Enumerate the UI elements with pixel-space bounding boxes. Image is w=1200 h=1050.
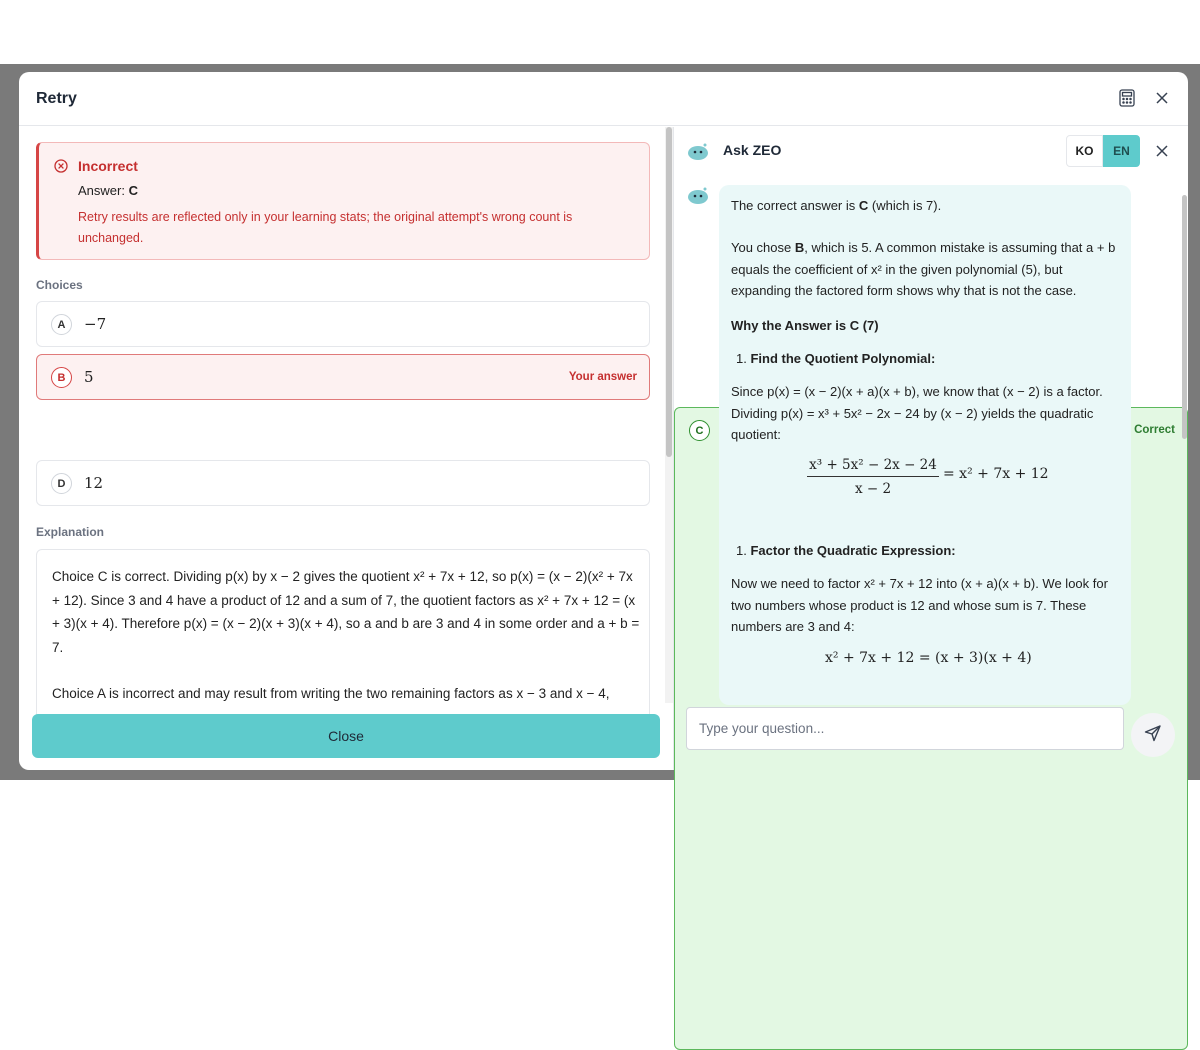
choice-letter: D: [51, 473, 72, 494]
factored-equation: x² + 7x + 12 = (x + 3)(x + 4): [825, 650, 1032, 666]
choice-value: 12: [84, 474, 104, 492]
fraction-denominator: x − 2: [854, 481, 892, 497]
step-1-text: Since p(x) = (x − 2)(x + a)(x + b), we know that (x − 2) is a factor. Dividing p(x) = x³ + 5x² − 2x − 24 by (x − 2) yields the quadratic quotient:: [731, 384, 1103, 442]
choices-label: Choices: [36, 278, 83, 292]
send-button[interactable]: [1131, 713, 1175, 757]
explanation-paragraph-2: Choice A is incorrect and may result from writing the two remaining factors as x − 3 and x − 4,: [52, 686, 610, 701]
left-scrollbar[interactable]: [665, 127, 673, 703]
close-button[interactable]: Close: [32, 714, 660, 758]
answer-line: [78, 183, 138, 198]
chat-title: Ask ZEO: [723, 142, 782, 158]
choice-letter: C: [689, 420, 710, 441]
result-status: Incorrect: [78, 158, 138, 174]
choice-letter: B: [51, 367, 72, 388]
chat-messages[interactable]: [674, 175, 1188, 693]
lang-en-button[interactable]: EN: [1103, 135, 1140, 167]
quotient-fraction: [807, 457, 939, 497]
fraction-numerator: x³ + 5x² − 2x − 24: [807, 457, 939, 477]
retry-modal: [19, 72, 1188, 770]
choice-b[interactable]: [36, 354, 650, 400]
bot-message-bubble: [719, 185, 1131, 705]
step-2-title: 1. Factor the Quadratic Expression:: [736, 543, 956, 558]
correct-tag: Correct: [1134, 424, 1175, 436]
chat-pane: [674, 127, 1188, 770]
answer-value: C: [128, 183, 138, 198]
modal-header: [19, 72, 1188, 126]
message-heading: Why the Answer is C (7): [731, 318, 879, 333]
your-answer-tag: Your answer: [568, 371, 637, 383]
explanation-label: Explanation: [36, 525, 105, 539]
zeo-bot-avatar-icon: [686, 183, 710, 207]
chat-close-icon[interactable]: [1151, 140, 1173, 162]
chat-header: [674, 127, 1188, 175]
lang-ko-button[interactable]: KO: [1066, 135, 1103, 167]
chat-scrollbar-thumb[interactable]: [1182, 195, 1187, 439]
left-scrollbar-thumb[interactable]: [666, 127, 672, 457]
explanation-paragraph-1: Choice C is correct. Dividing p(x) by x − 2 gives the quotient x² + 7x + 12, so p(x) = (x − 2)(x² + 7x + 12). Since 3 and 4 have a product of 12 and a sum of 7, the quotient factors as x² + 7x + 12 = (x + 3)(x + 4). Therefore p(x) = (x − 2)(x + 3)(x + 4), so a and b are 3 and 4 in some order and a + b = 7.: [52, 569, 640, 655]
x-circle-icon: [54, 159, 68, 178]
step-1-title: 1. Find the Quotient Polynomial:: [736, 351, 936, 366]
choice-letter: A: [51, 314, 72, 335]
result-alert: [36, 142, 650, 260]
zeo-bot-icon: [686, 139, 710, 163]
calculator-icon[interactable]: [1116, 87, 1138, 109]
modal-title: Retry: [36, 90, 77, 107]
fraction-result: = x² + 7x + 12: [943, 466, 1049, 482]
message-line-2: You chose B, which is 5. A common mistake is assuming that a + b equals the coefficient of x² in the given polynomial (5), but expanding the factored form shows why that is not the case.: [731, 240, 1116, 298]
send-icon: [1144, 724, 1162, 747]
step-2-text: Now we need to factor x² + 7x + 12 into (x + a)(x + b). We look for two numbers whose product is 12 and whose sum is 7. These numbers are 3 and 4:: [731, 576, 1108, 634]
question-input-wrapper: [686, 707, 1124, 750]
question-input[interactable]: [687, 708, 1123, 749]
choice-value: 5: [84, 368, 94, 386]
choice-d[interactable]: [36, 460, 650, 506]
choice-a[interactable]: [36, 301, 650, 347]
choice-value: −7: [84, 315, 107, 333]
answer-label: Answer:: [78, 183, 129, 198]
retry-note: Retry results are reflected only in your learning stats; the original attempt's wrong count is unchanged.: [78, 210, 573, 245]
message-line-1: The correct answer is C (which is 7).: [731, 198, 942, 213]
close-icon[interactable]: [1151, 87, 1173, 109]
